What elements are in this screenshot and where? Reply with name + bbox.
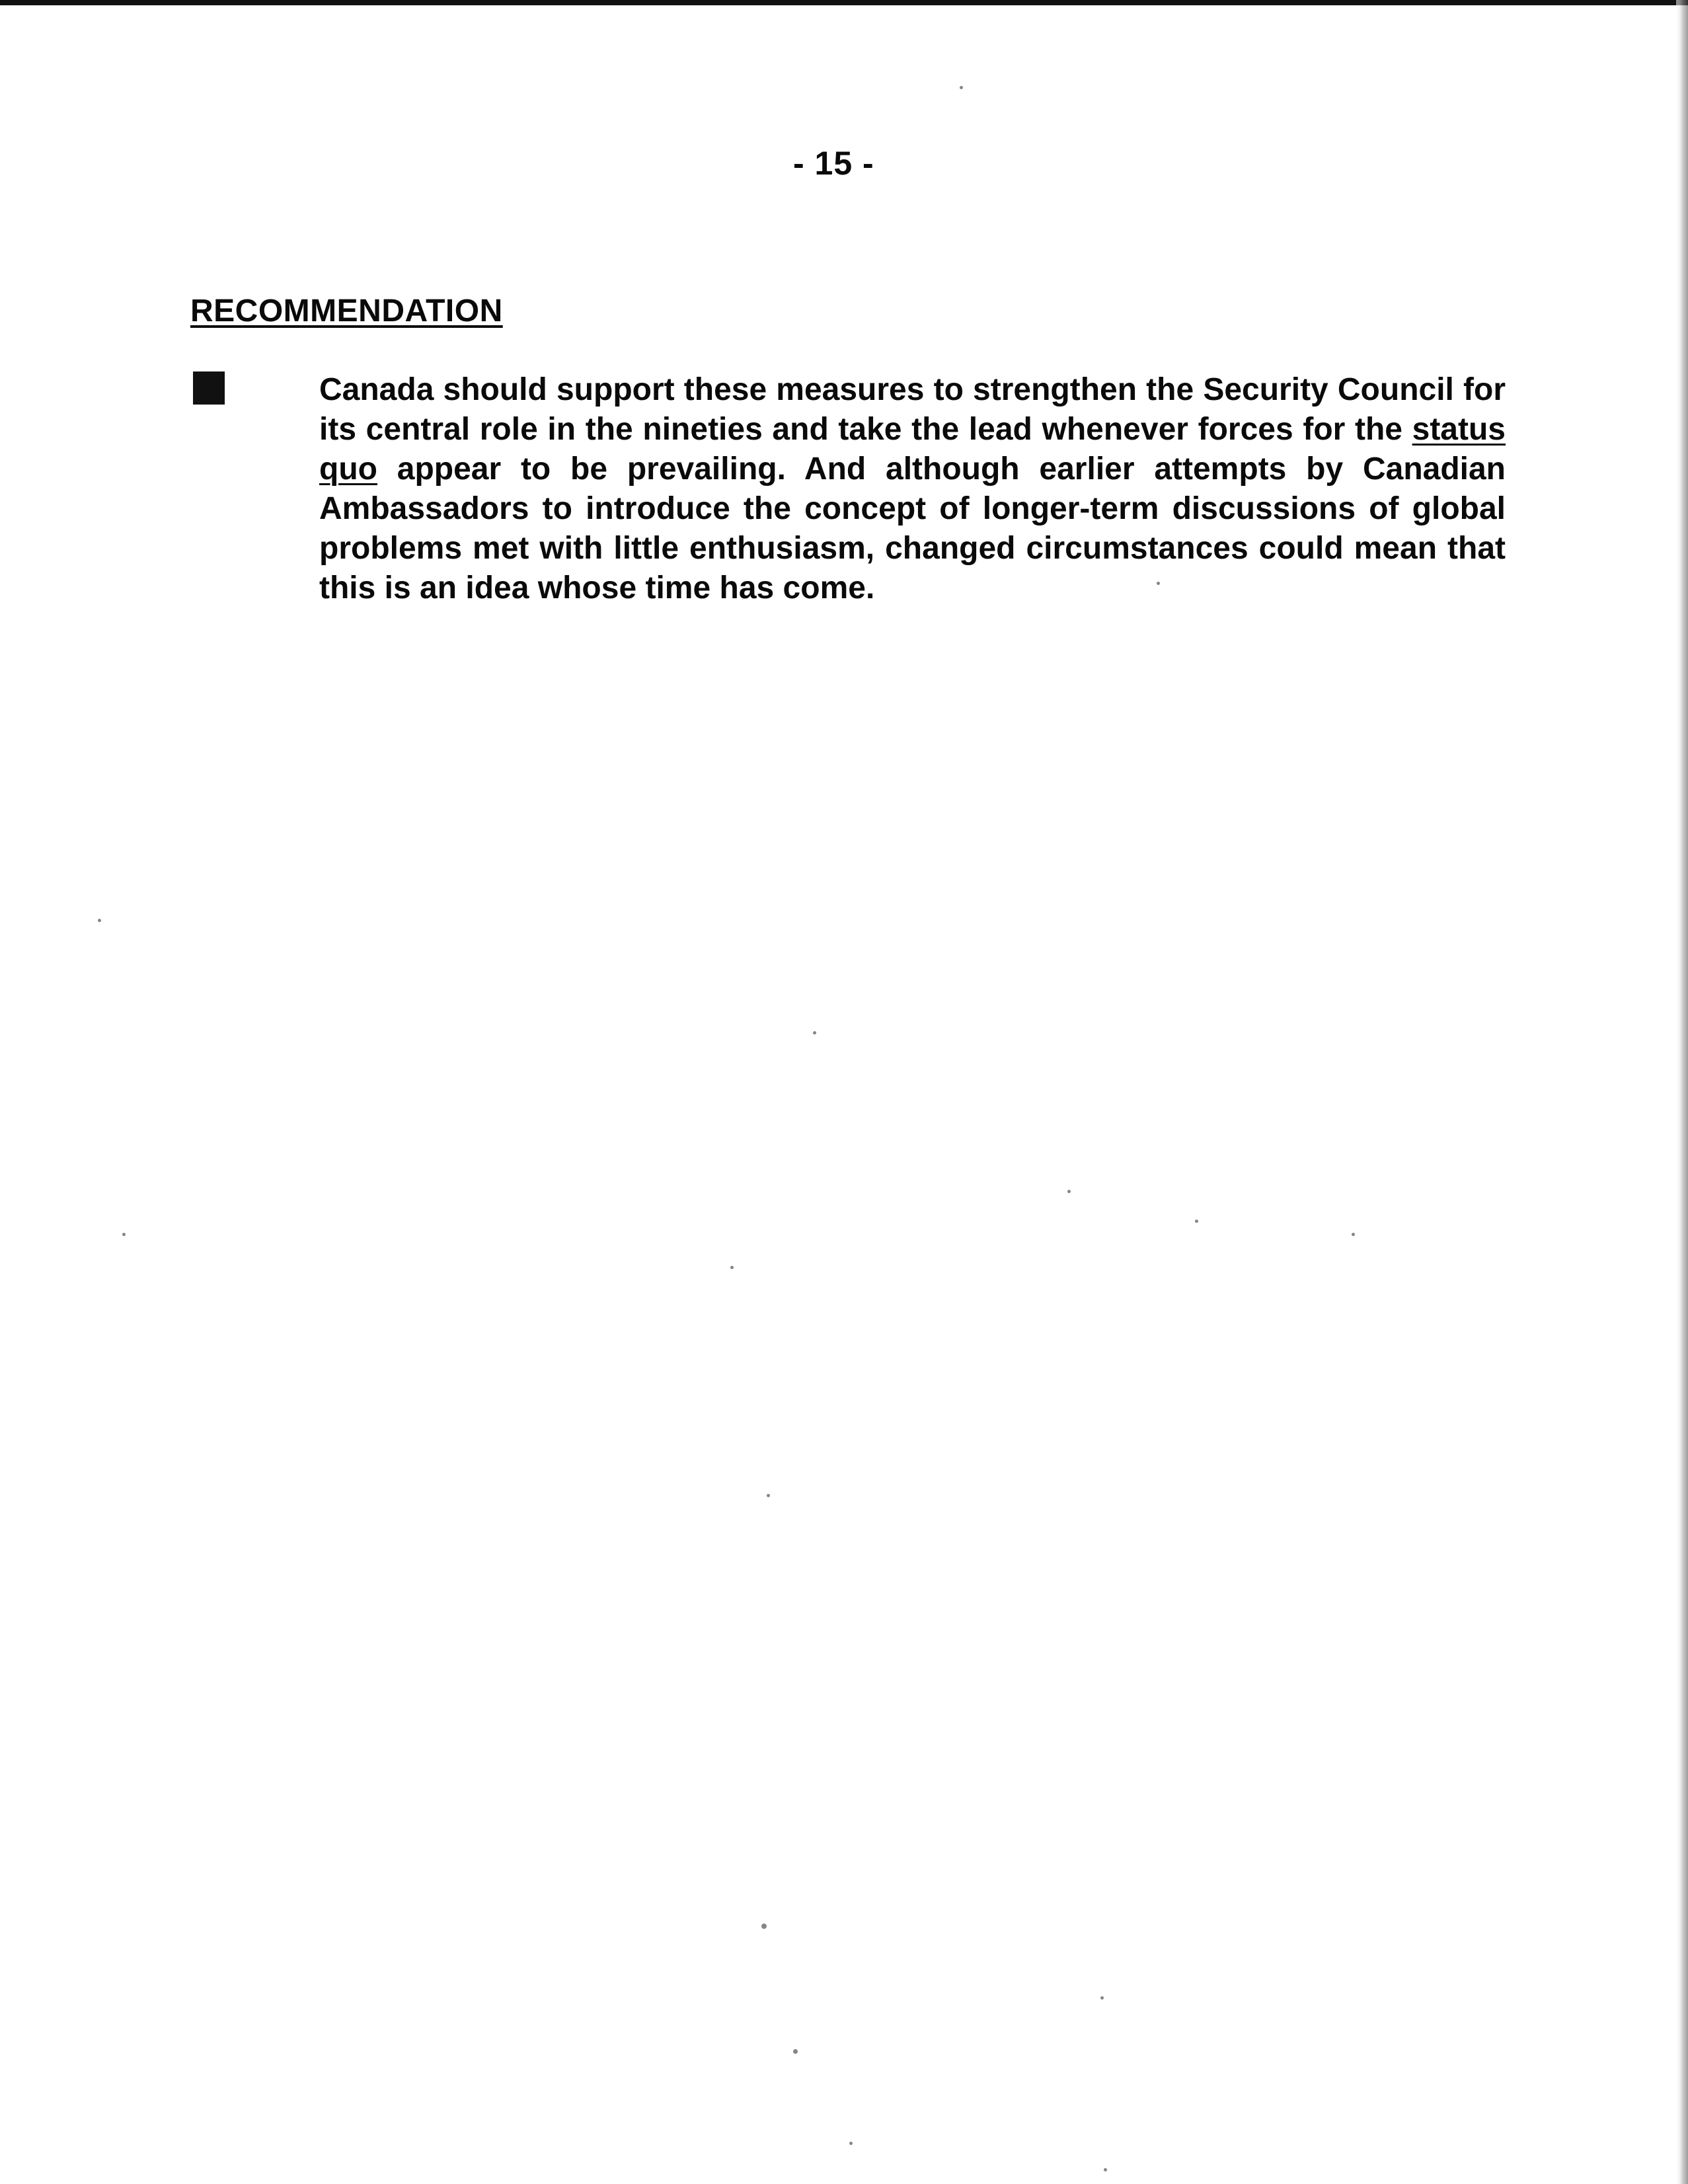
recommendation-paragraph	[319, 370, 1506, 608]
scan-speck	[1352, 1233, 1355, 1236]
scan-speck	[793, 2049, 798, 2054]
scan-right-edge	[1676, 0, 1688, 2184]
recommendation-text-part1: Canada should support these measures to strengthen the Security Council for its central role in the nineties and take the lead whenever forces for the	[319, 372, 1506, 447]
scan-top-edge	[0, 0, 1688, 5]
section-heading: RECOMMENDATION	[190, 293, 503, 329]
scan-speck	[1104, 2168, 1107, 2171]
scan-speck	[122, 1233, 126, 1236]
scan-speck	[1100, 1996, 1104, 2000]
scan-speck	[960, 86, 963, 89]
scan-speck	[1157, 582, 1160, 585]
scan-speck	[730, 1266, 734, 1269]
square-bullet-icon	[193, 371, 225, 405]
recommendation-text-part2: appear to be prevailing. And although earlier attempts by Canadian Ambassadors to introduce the concept of longer-term discussions of global problems met with little enthusiasm, changed circumstances could mean that this is an idea whose time has come.	[319, 451, 1506, 605]
scan-speck	[98, 919, 101, 922]
scan-speck	[767, 1494, 770, 1497]
scan-speck	[761, 1924, 767, 1929]
status-quo-underlined: status quo	[319, 412, 1506, 487]
scan-speck	[849, 2142, 853, 2145]
scan-speck	[1195, 1220, 1198, 1223]
page-number: - 15 -	[793, 145, 874, 182]
scan-speck	[1067, 1190, 1071, 1193]
scan-speck	[813, 1031, 816, 1034]
